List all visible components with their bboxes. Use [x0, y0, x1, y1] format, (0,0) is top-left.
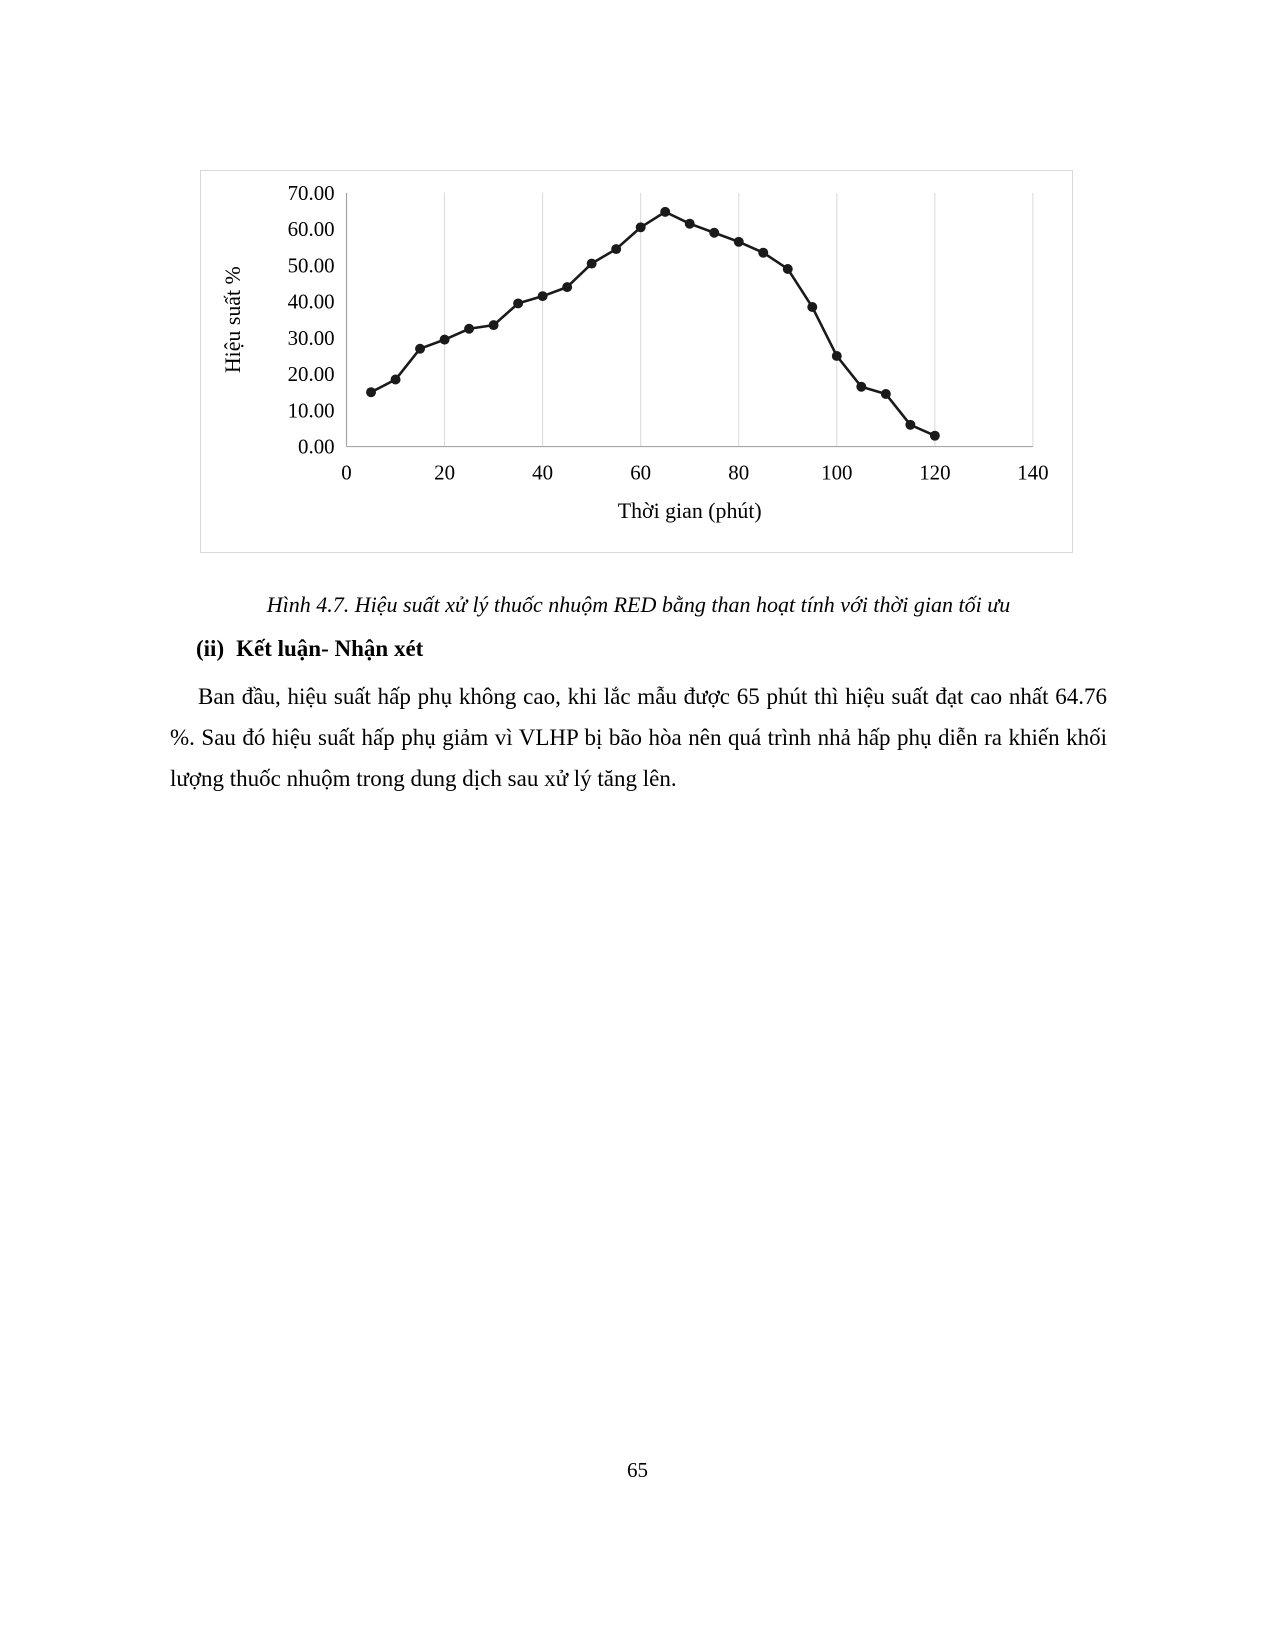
svg-text:Thời gian (phút): Thời gian (phút): [617, 499, 762, 524]
section-heading-marker: (ii): [196, 636, 225, 661]
svg-text:0.00: 0.00: [298, 434, 335, 459]
section-heading-text: Kết luận- Nhận xét: [236, 636, 424, 661]
svg-text:40: 40: [532, 460, 554, 485]
svg-text:0: 0: [341, 460, 352, 485]
svg-text:30.00: 30.00: [287, 325, 335, 350]
svg-text:60.00: 60.00: [287, 217, 335, 242]
line-chart-svg: [201, 171, 1072, 552]
svg-text:40.00: 40.00: [287, 289, 335, 314]
body-paragraph: Ban đầu, hiệu suất hấp phụ không cao, khi lắc mẫu được 65 phút thì hiệu suất đạt cao nhất 64.76 %. Sau đó hiệu suất hấp phụ giảm vì VLHP bị bão hòa nên quá trình nhả hấp phụ diễn ra khiến khối lượng thuốc nhuộm trong dung dịch sau xử lý tăng lên.: [170, 684, 1107, 791]
svg-text:80: 80: [728, 460, 750, 485]
page-number: 65: [627, 1458, 648, 1482]
figure-chart: [200, 170, 1073, 553]
section-heading: [196, 636, 423, 662]
svg-text:70.00: 70.00: [287, 180, 335, 205]
svg-text:20.00: 20.00: [287, 362, 335, 387]
svg-text:100: 100: [821, 460, 853, 485]
figure-caption: Hình 4.7. Hiệu suất xử lý thuốc nhuộm RED bằng than hoạt tính với thời gian tối ưu: [266, 592, 1011, 617]
svg-text:20: 20: [434, 460, 456, 485]
svg-text:120: 120: [919, 460, 951, 485]
svg-text:Hiệu suất %: Hiệu suất %: [221, 266, 246, 374]
svg-text:140: 140: [1017, 460, 1049, 485]
svg-text:10.00: 10.00: [287, 398, 335, 423]
svg-text:60: 60: [630, 460, 652, 485]
svg-text:50.00: 50.00: [287, 253, 335, 278]
